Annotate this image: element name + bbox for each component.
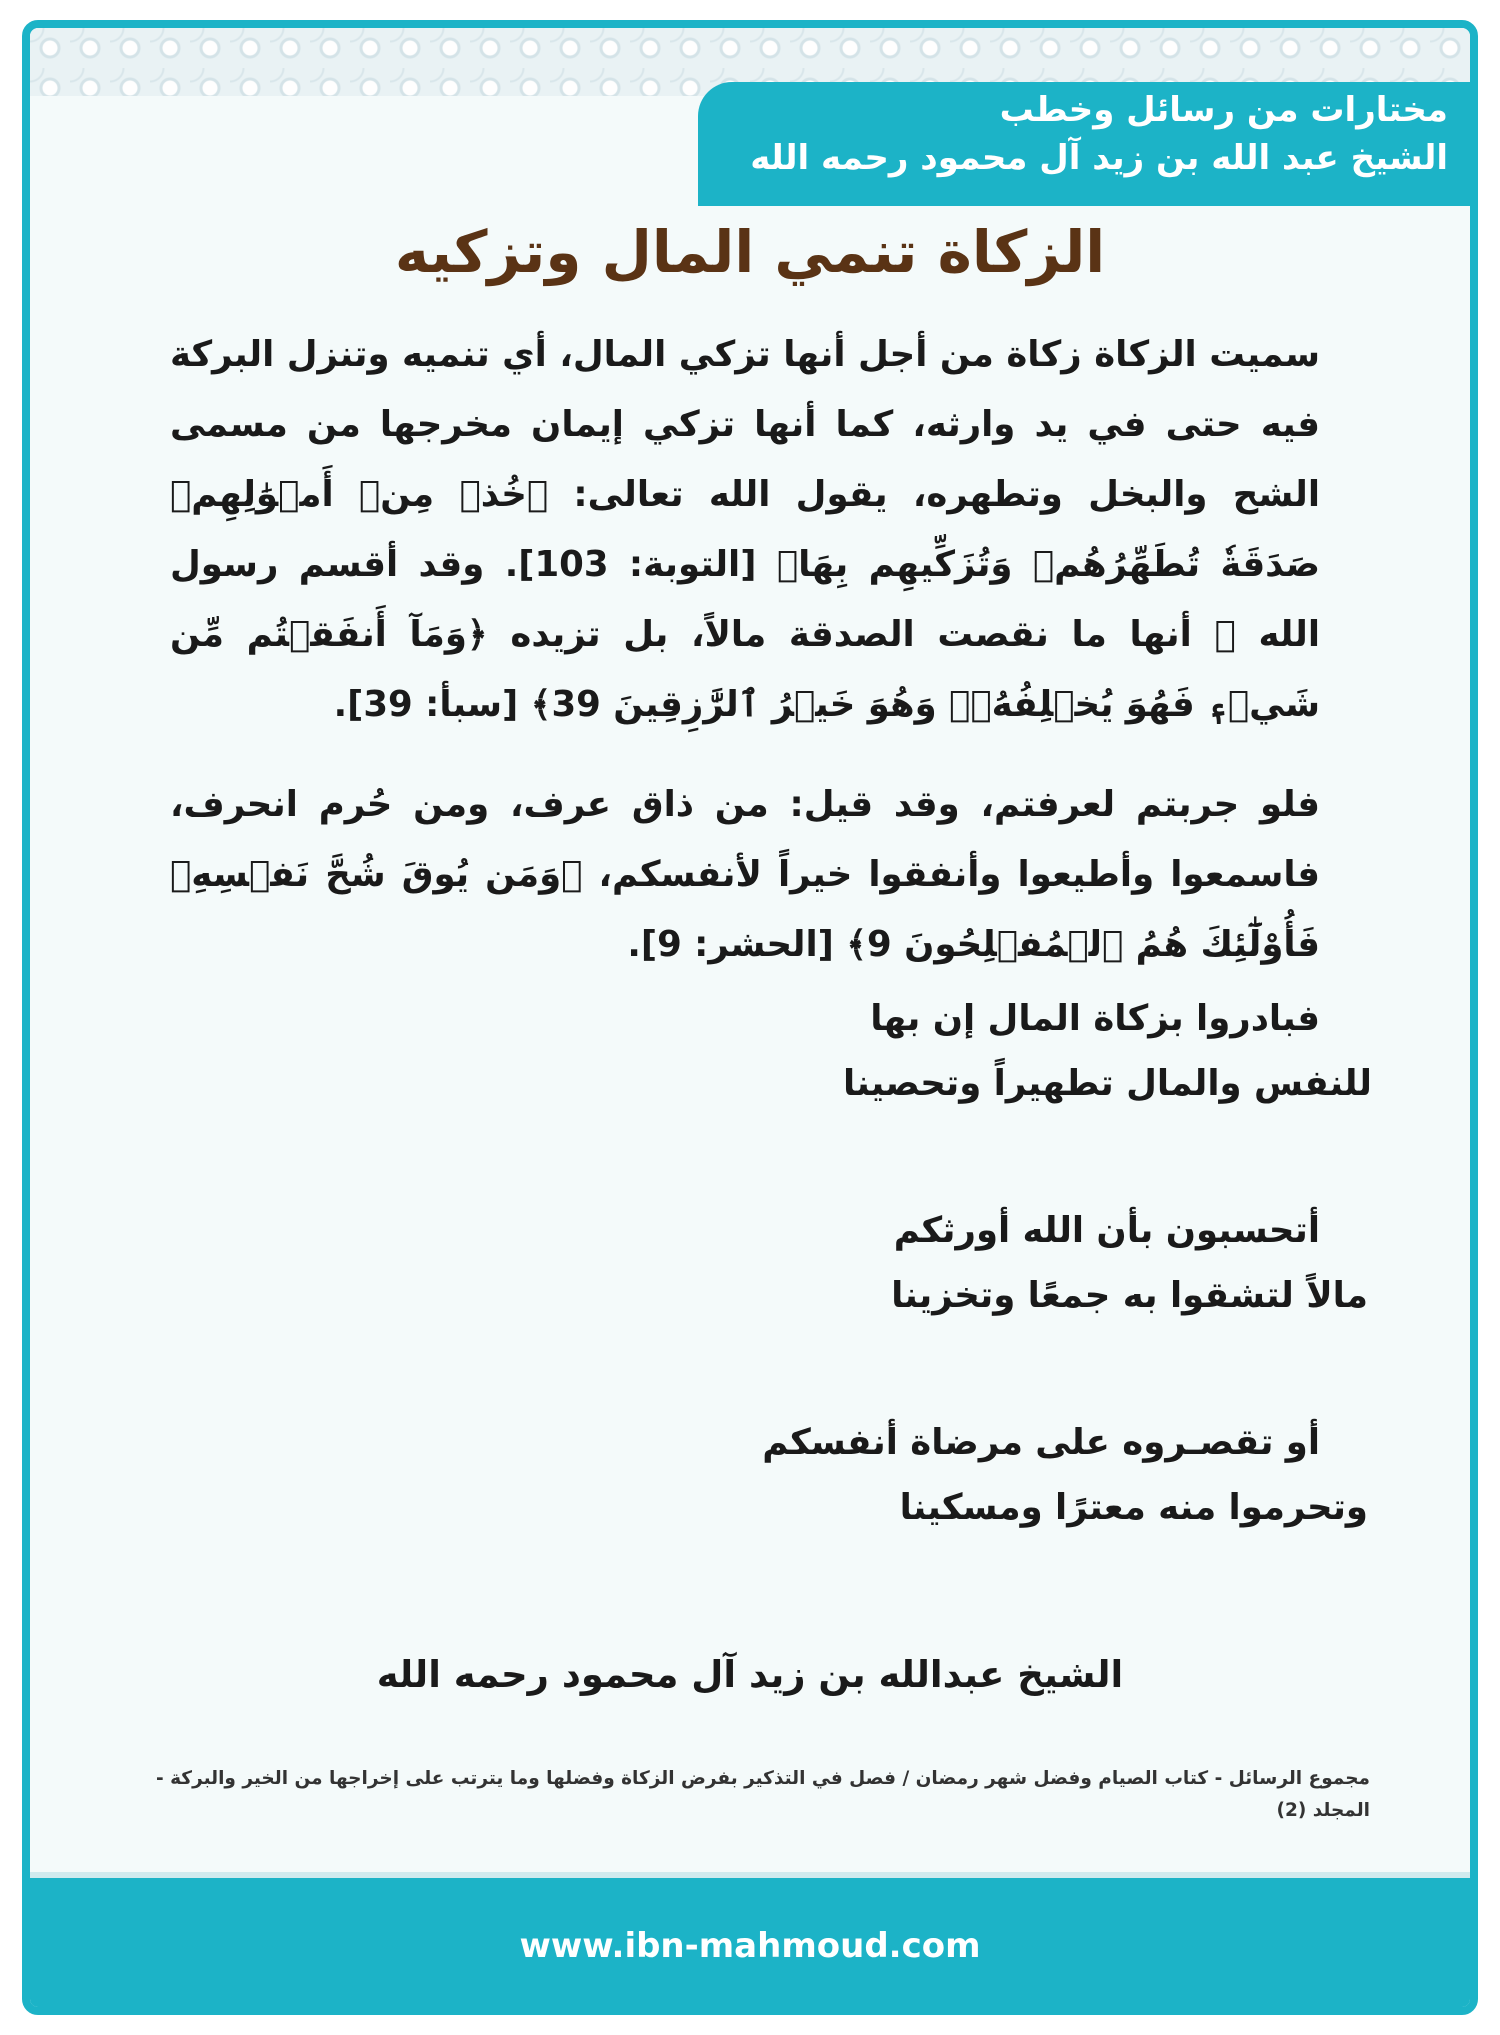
website-link[interactable]: www.ibn-mahmoud.com [519, 1926, 981, 1966]
poem-line-2b: مالاً لتشقوا به جمعًا وتخزينا [891, 1275, 1368, 1316]
source-citation: مجموع الرسائل - كتاب الصيام وفضل شهر رمضان / فصل في التذكير بفرض الزكاة وفضلها وما يترتب على إخراجها من الخير والبركة - المجلد (2) [155, 1768, 1370, 1821]
page-title: الزكاة تنمي المال وتزكيه [394, 218, 1106, 286]
card-frame [22, 20, 1478, 2015]
paragraph-2: فلو جربتم لعرفتم، وقد قيل: من ذاق عرف، ومن حُرم انحرف، فاسمعوا وأطيعوا وأنفقوا خيراً لأنفسكم، ﴿وَمَن يُوقَ شُحَّ نَفۡسِهِۦ فَأُوْلَٰٓئِكَ هُمُ ٱلۡمُفۡلِحُونَ 9﴾ [الحشر: 9]. [170, 784, 1320, 965]
poem-line-3a: أو تقصـروه على مرضاة أنفسكم [762, 1422, 1320, 1463]
footer-bar [30, 1872, 1470, 2007]
header-author: الشيخ عبد الله بن زيد آل محمود رحمه الله [750, 138, 1448, 178]
poem-line-2a: أتحسبون بأن الله أورثكم [893, 1210, 1320, 1251]
poem-line-1a: فبادروا بزكاة المال إن بها [870, 998, 1320, 1039]
poem-line-3b: وتحرموا منه معترًا ومسكينا [899, 1487, 1368, 1528]
header-series-title: مختارات من رسائل وخطب [999, 90, 1448, 130]
header-banner [698, 82, 1478, 206]
poem-line-1b: للنفس والمال تطهيراً وتحصينا [843, 1063, 1372, 1104]
paragraph-1: سميت الزكاة زكاة من أجل أنها تزكي المال، أي تنميه وتنزل البركة فيه حتى في يد وارثه، كما أنها تزكي إيمان مخرجها من مسمى الشح والبخل وتطهره، يقول الله تعالى: ﴿خُذۡ مِنۡ أَمۡوَٰلِهِمۡ صَدَقَةٗ تُطَهِّرُهُمۡ وَتُزَكِّيهِم بِهَا﴾ [التوبة: 103]. وقد أقسم رسول الله ﷺ أنها ما نقصت الصدقة مالاً، بل تزيده ﴿وَمَآ أَنفَقۡتُم مِّن شَيۡءٖ فَهُوَ يُخۡلِفُهُۥۖ وَهُوَ خَيۡرُ ٱلرَّٰزِقِينَ 39﴾ [سبأ: 39]. [170, 334, 1320, 725]
signature: الشيخ عبدالله بن زيد آل محمود رحمه الله [376, 1653, 1124, 1696]
